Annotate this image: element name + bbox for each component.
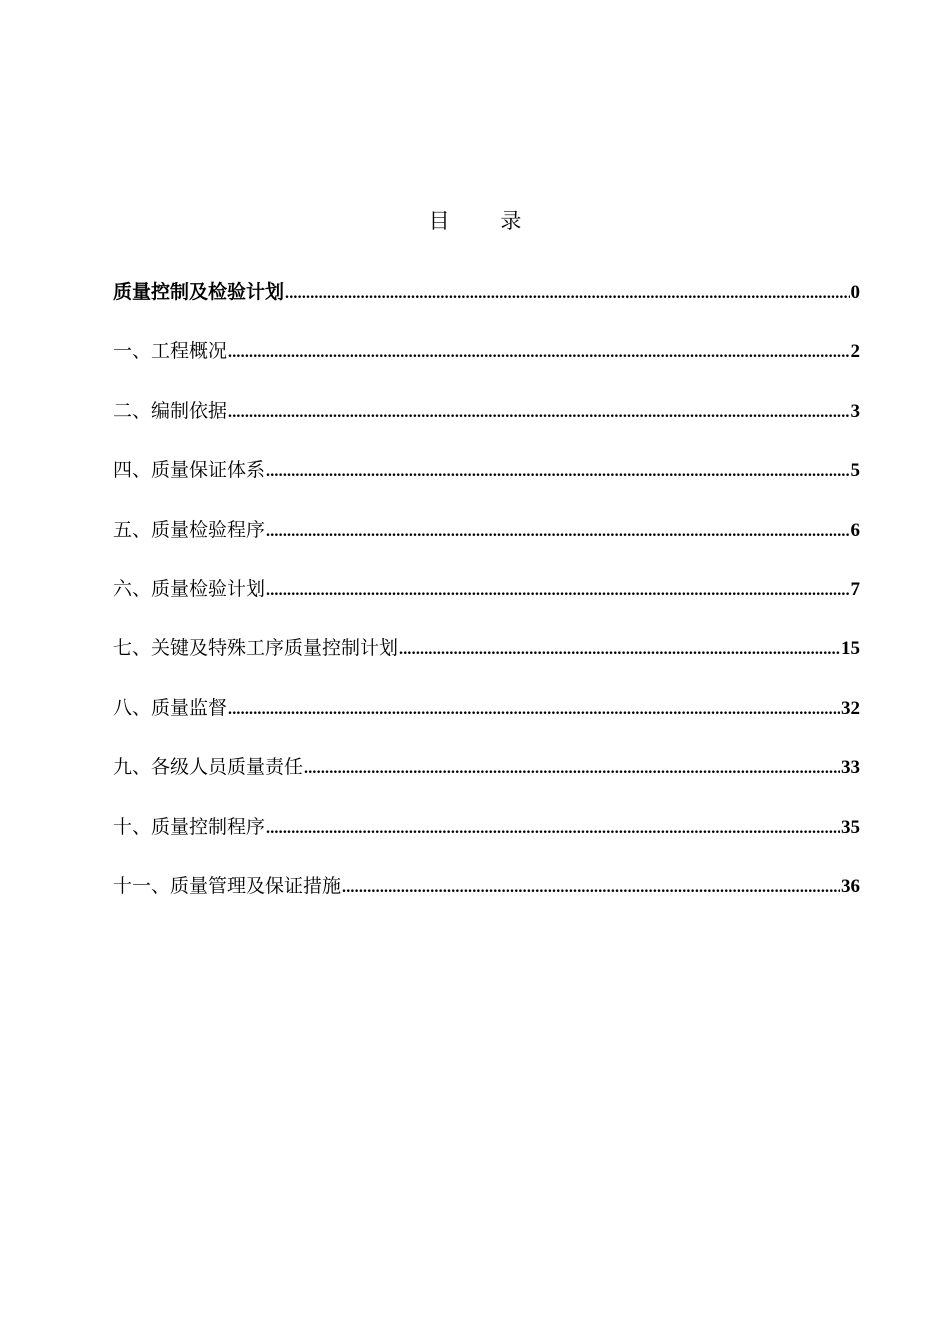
toc-entry[interactable] (113, 872, 860, 931)
toc-title: 目 录 (428, 209, 544, 233)
toc-dot-leader (304, 755, 840, 783)
toc-dot-leader (342, 874, 840, 902)
toc-dot-leader (285, 280, 849, 308)
toc-entry[interactable] (113, 753, 860, 812)
toc-entry[interactable] (113, 456, 860, 515)
toc-entry[interactable] (113, 337, 860, 396)
toc-dot-leader (228, 696, 840, 724)
toc-entry-page: 6 (850, 519, 860, 541)
toc-dot-leader (266, 577, 849, 605)
toc-entry-label: 十、质量控制程序 (113, 815, 266, 838)
toc-entry-label: 四、质量保证体系 (113, 459, 266, 482)
toc-entry-label: 七、关键及特殊工序质量控制计划 (113, 637, 399, 660)
toc-entry[interactable] (113, 575, 860, 634)
toc-dot-leader (266, 458, 849, 486)
toc-entry-page: 15 (841, 638, 860, 660)
toc-entry[interactable] (113, 516, 860, 575)
toc-entry[interactable] (113, 397, 860, 456)
toc-dot-leader (228, 339, 849, 367)
toc-entry-page: 35 (841, 816, 860, 838)
toc-entry-page: 3 (850, 400, 860, 422)
toc-entry-page: 2 (850, 341, 860, 363)
toc-entry[interactable] (113, 813, 860, 872)
toc-entry[interactable] (113, 278, 860, 337)
toc-entry-label: 五、质量检验程序 (113, 518, 266, 541)
toc-entry-label: 十一、质量管理及保证措施 (113, 874, 342, 897)
toc-entry-label: 六、质量检验计划 (113, 577, 266, 600)
toc-dot-leader (266, 518, 849, 546)
toc-entry[interactable] (113, 634, 860, 693)
toc-dot-leader (266, 815, 840, 843)
toc-entry-page: 33 (841, 757, 860, 779)
toc-entry-label: 八、质量监督 (113, 696, 228, 719)
toc-entry[interactable] (113, 694, 860, 753)
toc-entry-page: 5 (850, 460, 860, 482)
toc-entry-label: 九、各级人员质量责任 (113, 756, 304, 779)
toc-entry-page: 36 (841, 875, 860, 897)
toc-entry-page: 7 (850, 578, 860, 600)
toc-entry-page: 0 (850, 282, 860, 303)
toc-entry-label: 质量控制及检验计划 (113, 281, 285, 303)
toc-dot-leader (228, 399, 849, 427)
toc-dot-leader (399, 636, 840, 664)
toc-list (113, 278, 860, 931)
toc-entry-label: 二、编制依据 (113, 399, 228, 422)
toc-entry-label: 一、工程概况 (113, 340, 228, 363)
toc-entry-page: 32 (841, 697, 860, 719)
